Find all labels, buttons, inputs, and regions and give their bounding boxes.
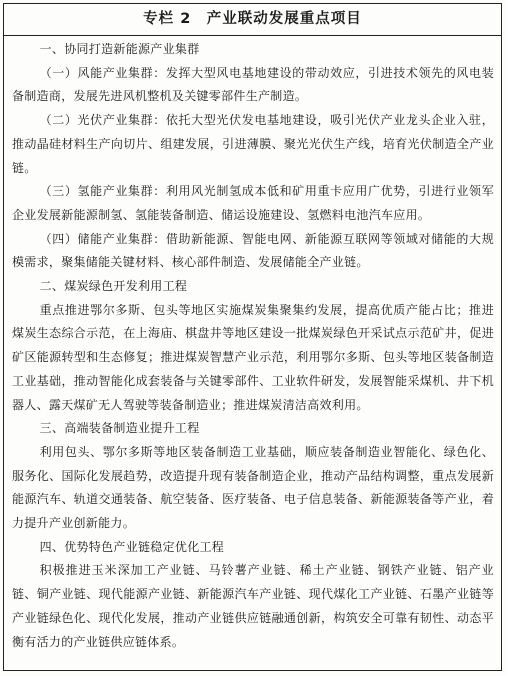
box-title: 专栏 2 产业联动发展重点项目 xyxy=(4,4,501,36)
section-heading-4: 四、优势特色产业链稳定优化工程 xyxy=(39,539,225,554)
paragraph-high-end-equipment: 利用包头、鄂尔多斯等地区装备制造工业基础，顺应装备制造业智能化、绿色化、服务化、国际化发展趋势，改造提升现有装备制造企业，推动产品结构调整，重点发展新能源汽车、轨道交通装备、航空装备、医疗装备、电子信息装备、新能源装备等产业，着力提升产业创新能力。 xyxy=(12,444,494,531)
section-heading-2: 二、煤炭绿色开发利用工程 xyxy=(39,279,188,294)
box-body xyxy=(4,36,501,654)
paragraph-pv-cluster: （二）光伏产业集群：依托大型光伏发电基地建设，吸引光伏产业龙头企业入驻，推动晶硅材料生产向切片、组建发展，引进薄膜、聚光光伏生产线，培育光伏制造全产业链。 xyxy=(12,113,494,175)
section-heading-3: 三、高端装备制造业提升工程 xyxy=(39,421,200,436)
paragraph-hydrogen-cluster: （三）氢能产业集群：利用风光制氢成本低和矿用重卡应用广优势，引进行业领军企业发展新能源制氢、氢能装备制造、储运设施建设、氢燃料电池汽车应用。 xyxy=(12,184,494,222)
paragraph-coal-green: 重点推进鄂尔多斯、包头等地区实施煤炭集聚集约发展，提高优质产能占比；推进煤炭生态综合示范，在上海庙、棋盘井等地区建设一批煤炭绿色开采试点示范矿井，促进矿区能源转型和生态修复；推进煤炭智慧产业示范，利用鄂尔多斯、包头等地区装备制造工业基础，推动智能化成套装备与关键零部件、工业软件研发，发展智能采煤机、井下机器人、露天煤矿无人驾驶等装备制造业；推进煤炭清洁高效利用。 xyxy=(12,302,494,412)
feature-box xyxy=(3,3,502,671)
section-heading-1: 一、协同打造新能源产业集群 xyxy=(39,42,200,56)
paragraph-storage-cluster: （四）储能产业集群：借助新能源、智能电网、新能源互联网等领域对储能的大规模需求，聚集储能关键材料、核心部件制造、发展储能全产业链。 xyxy=(12,231,494,270)
paragraph-industry-chain: 积极推进玉米深加工产业链、马铃薯产业链、稀土产业链、钢铁产业链、铝产业链、铜产业链、现代能源产业链、新能源汽车产业链、现代煤化工产业链、石墨产业链等产业链绿色化、现代化发展，推动产业链供应链融通创新，构筑安全可靠有韧性、动态平衡有活力的产业链供应链体系。 xyxy=(12,563,494,649)
paragraph-wind-cluster: （一）风能产业集群：发挥大型风电基地建设的带动效应，引进技术领先的风电装备制造商，发展先进风机整机及关键零部件生产制造。 xyxy=(12,65,494,104)
